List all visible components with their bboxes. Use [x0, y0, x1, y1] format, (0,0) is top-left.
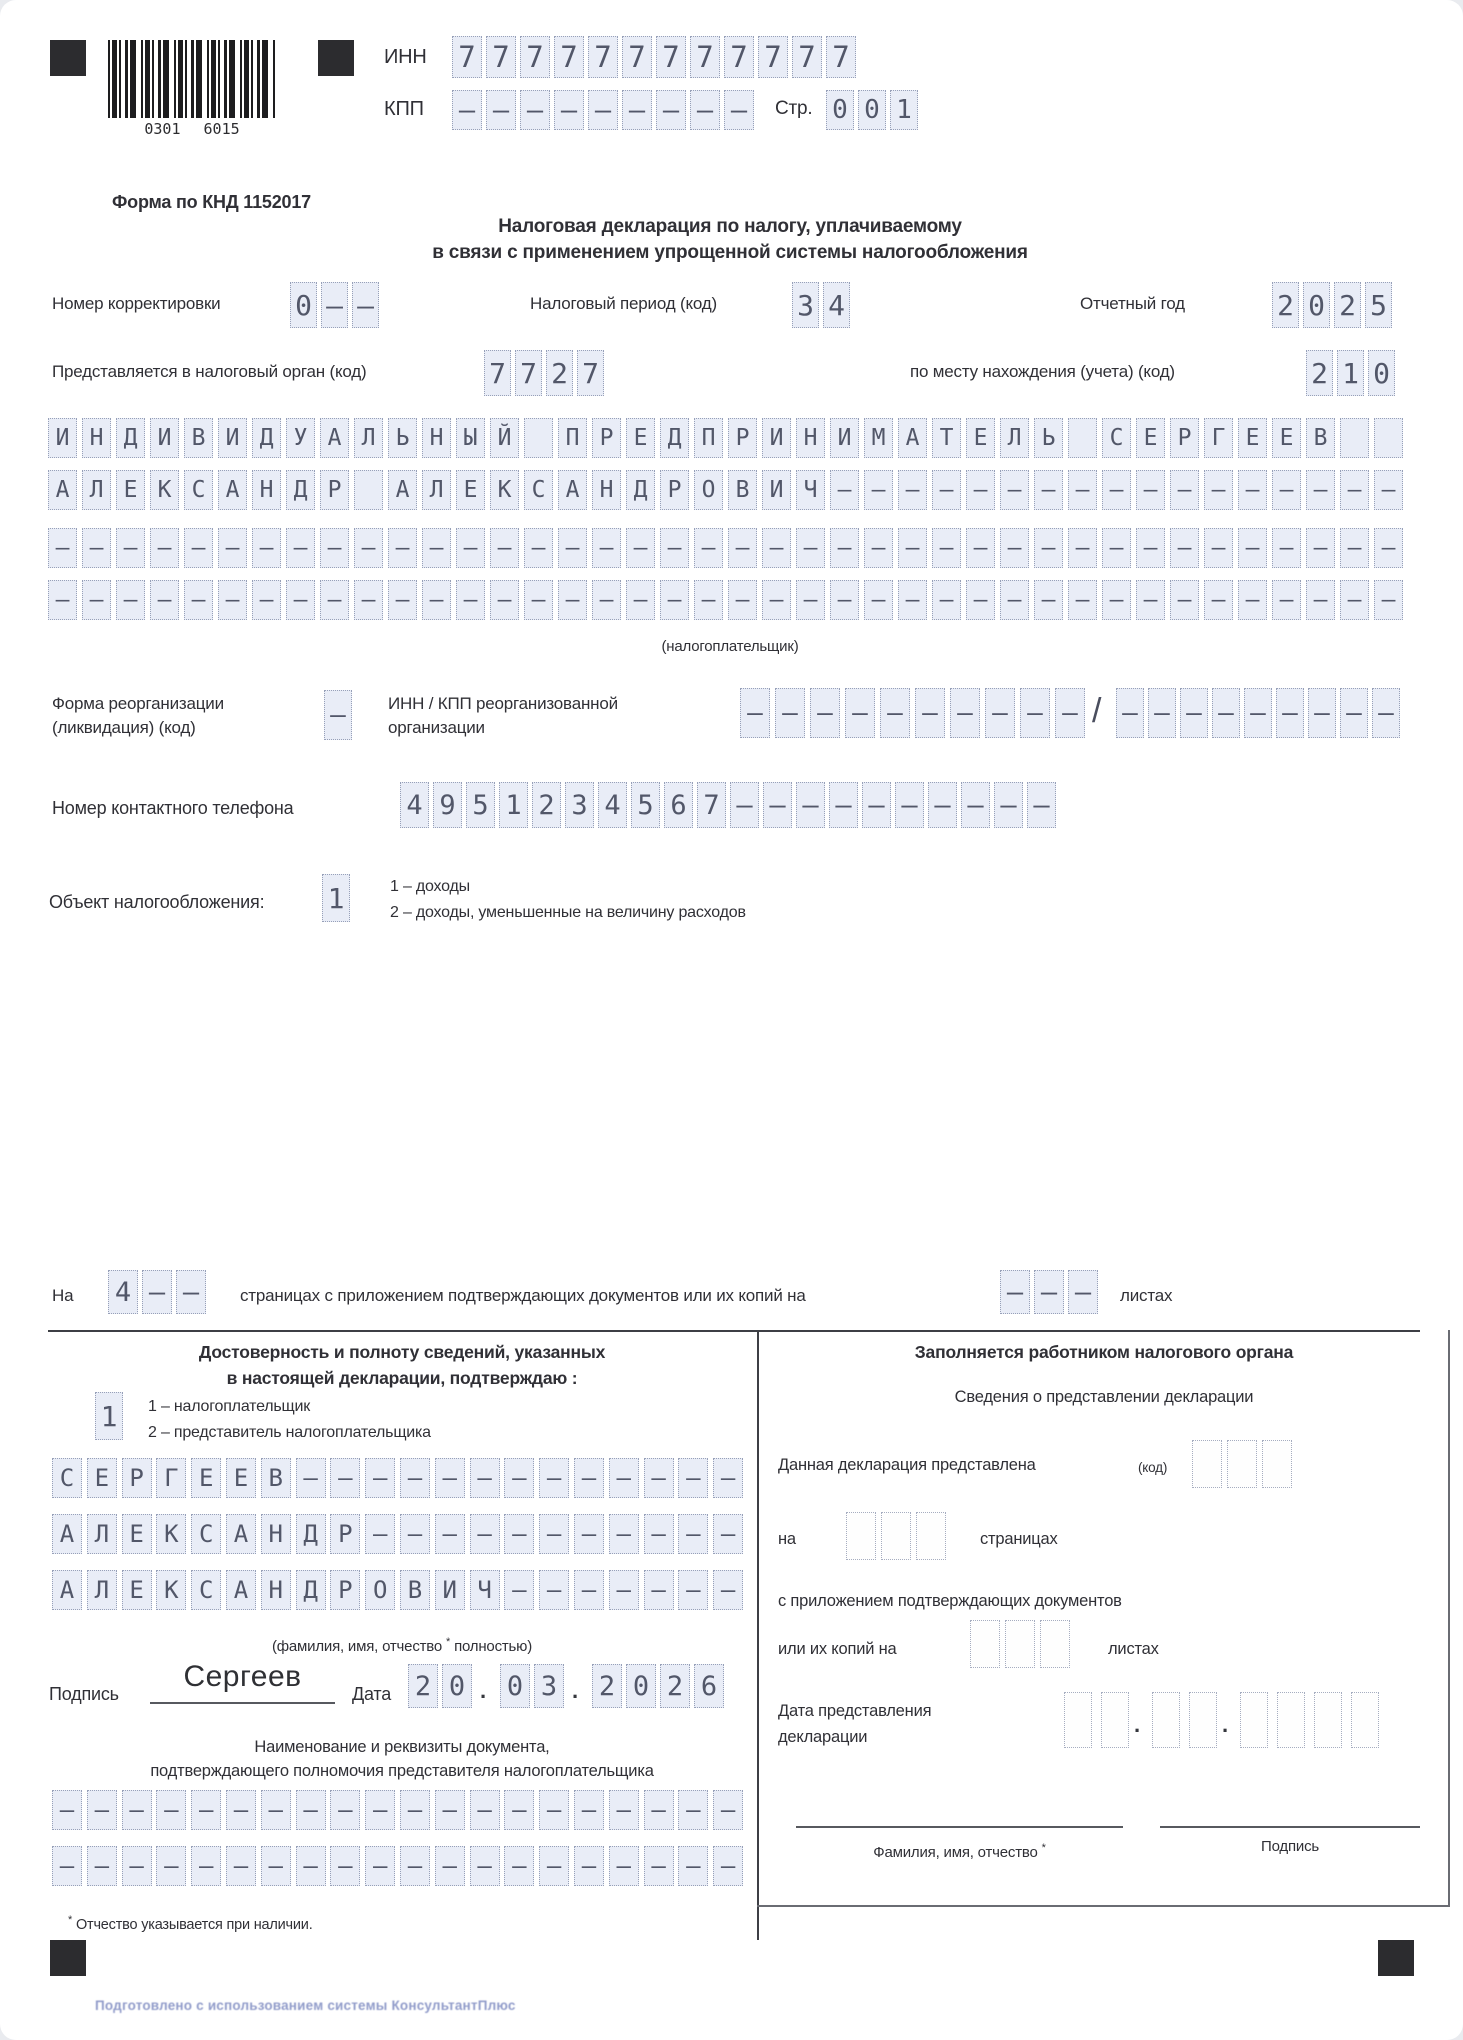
pages-count-field[interactable]: 4 – –	[108, 1270, 206, 1314]
phone-label: Номер контактного телефона	[52, 798, 294, 818]
date-separator-dot: .	[572, 1678, 579, 1703]
inspector-copies-label: или их копий на	[778, 1640, 897, 1658]
inspector-pages-label: страницах	[980, 1530, 1058, 1548]
doc-row-1[interactable]: – – – – – – – – – – – – – – – – – – – –	[52, 1790, 743, 1830]
doc-heading-line1: Наименование и реквизиты документа,	[254, 1738, 550, 1756]
authority-field[interactable]: 7 7 2 7	[484, 350, 604, 396]
kpp-field[interactable]: – – – – – – – – –	[452, 90, 754, 130]
pages-prefix-label: На	[52, 1286, 74, 1305]
inspector-date-label-line2: декларации	[778, 1728, 868, 1746]
confirm-heading-line1: Достоверность и полноту сведений, указанных	[198, 1342, 606, 1362]
inspector-on-label: на	[778, 1530, 796, 1548]
correction-label: Номер корректировки	[52, 294, 221, 313]
fio-caption-pre: (фамилия, имя, отчество	[271, 1638, 443, 1655]
date-label: Дата	[352, 1684, 392, 1704]
barcode-digits: 0301 6015	[144, 120, 240, 138]
section-divider-vertical	[757, 1330, 759, 1940]
pages-middle-label: страницах с приложением подтверждающих документов или их копий на	[240, 1286, 806, 1305]
date-separator-dot: .	[480, 1678, 487, 1703]
signature-value[interactable]: Сергеев	[183, 1660, 302, 1693]
sign-date-day-field[interactable]: 2 0	[408, 1664, 472, 1708]
reorg-kpp-field[interactable]: – – – – – – – – –	[1116, 688, 1400, 738]
anchor-square-top-mid	[318, 40, 354, 76]
inspector-heading: Заполняется работником налогового органа	[914, 1342, 1294, 1362]
taxpayer-name-row-1[interactable]: И Н Д И В И Д У А Л Ь Н Ы Й П Р Е Д П Р И Н И М А Т Е Л Ь С Е Р Г Е Е В	[48, 418, 1403, 458]
anchor-square-top-left	[50, 40, 86, 76]
object-label: Объект налогообложения:	[49, 892, 265, 912]
inspector-date-label-line1: Дата представления	[778, 1702, 932, 1720]
sign-date-year-field[interactable]: 2 0 2 6	[592, 1664, 724, 1708]
doc-row-2[interactable]: – – – – – – – – – – – – – – – – – – – –	[52, 1846, 743, 1886]
date-separator-dot: .	[1134, 1712, 1141, 1737]
barcode	[108, 40, 276, 118]
footnote-star-icon: *	[68, 1914, 73, 1926]
innkpp-slash: /	[1092, 692, 1102, 730]
confirm-fio-row-3[interactable]: А Л Е К С А Н Д Р О В И Ч – – – – – – –	[52, 1570, 743, 1610]
inspector-date-month-field[interactable]	[1152, 1692, 1217, 1748]
authority-label: Представляется в налоговый орган (код)	[52, 362, 367, 381]
location-label: по месту нахождения (учета) (код)	[910, 362, 1175, 381]
correction-field[interactable]: 0 – –	[290, 282, 379, 328]
inspector-pages-field[interactable]	[846, 1512, 946, 1560]
sign-date-month-field[interactable]: 0 3	[500, 1664, 564, 1708]
page-number-field[interactable]: 0 0 1	[826, 90, 918, 130]
object-field[interactable]: 1	[322, 874, 350, 922]
year-label: Отчетный год	[1080, 294, 1185, 313]
confirm-option-1: 1 – налогоплательщик	[148, 1398, 311, 1415]
location-field[interactable]: 2 1 0	[1306, 350, 1395, 396]
confirm-fio-row-1[interactable]: С Е Р Г Е Е В – – – – – – – – – – – – –	[52, 1458, 743, 1498]
inspector-box-bottom-border	[757, 1905, 1450, 1907]
form-title-line2: в связи с применением упрощенной системы налогообложения	[432, 242, 1028, 263]
inspector-fio-label	[796, 1842, 1123, 1861]
inspector-signature-label: Подпись	[1261, 1838, 1319, 1855]
phone-field[interactable]: 4 9 5 1 2 3 4 5 6 7 – – – – – – – – – –	[400, 782, 1056, 828]
kpp-label: КПП	[384, 98, 424, 120]
inspector-box-right-border	[1448, 1330, 1450, 1907]
doc-heading-line2: подтверждающего полномочия представителя налогоплательщика	[150, 1762, 654, 1780]
pages-suffix-label: листах	[1120, 1286, 1173, 1305]
confirm-fio-row-2[interactable]: А Л Е К С А Н Д Р – – – – – – – – – – –	[52, 1514, 743, 1554]
fio-caption-star-icon: *	[446, 1636, 451, 1648]
year-field[interactable]: 2 0 2 5	[1272, 282, 1392, 328]
signature-line[interactable]	[150, 1702, 335, 1704]
date-separator-dot: .	[1222, 1712, 1229, 1737]
reorg-innkpp-label-line2: организации	[388, 718, 485, 737]
object-option-1: 1 – доходы	[390, 878, 470, 895]
section-divider-horizontal	[48, 1330, 1420, 1332]
inspector-signature-line[interactable]	[1160, 1826, 1420, 1828]
submitted-label: Данная декларация представлена	[778, 1456, 1036, 1474]
page-number-label: Стр.	[775, 98, 813, 119]
reorg-innkpp-label-line1: ИНН / КПП реорганизованной	[388, 694, 618, 713]
taxpayer-name-row-3[interactable]: – – – – – – – – – – – – – – – – – – – – – – – – – – – – – – – – – – – – – – – –	[48, 528, 1403, 568]
inn-field[interactable]: 7 7 7 7 7 7 7 7 7 7 7 7	[452, 36, 856, 78]
signature-label: Подпись	[49, 1684, 119, 1704]
confirm-option-2: 2 – представитель налогоплательщика	[148, 1424, 431, 1441]
reorg-inn-field[interactable]: – – – – – – – – – –	[740, 688, 1085, 738]
footnote	[68, 1914, 313, 1933]
period-field[interactable]: 3 4	[792, 282, 850, 328]
object-option-2: 2 – доходы, уменьшенные на величину расходов	[390, 904, 746, 921]
footer-note: Подготовлено с использованием системы КонсультантПлюс	[95, 1998, 516, 2013]
inspector-fio-line[interactable]	[796, 1826, 1123, 1828]
fio-caption-post: полностью)	[454, 1638, 533, 1655]
taxpayer-caption: (налогоплательщик)	[661, 638, 799, 655]
inspector-sheets-label: листах	[1108, 1640, 1159, 1658]
anchor-square-bottom-left	[50, 1940, 86, 1976]
period-label: Налоговый период (код)	[530, 294, 717, 313]
taxpayer-name-row-2[interactable]: А Л Е К С А Н Д Р А Л Е К С А Н Д Р О В И Ч – – – – – – – – – – – – – – – – –	[48, 470, 1403, 510]
form-title-line1: Налоговая декларация по налогу, уплачиваемому	[498, 216, 962, 237]
submitted-code-label: (код)	[1138, 1460, 1168, 1475]
inspector-fio-star-icon: *	[1041, 1842, 1046, 1854]
taxpayer-name-row-4[interactable]: – – – – – – – – – – – – – – – – – – – – – – – – – – – – – – – – – – – – – – – –	[48, 580, 1403, 620]
inn-label: ИНН	[384, 46, 427, 68]
reorg-label-line2: (ликвидация) (код)	[52, 718, 196, 737]
footnote-text: Отчество указывается при наличии.	[75, 1916, 313, 1933]
inspector-docs-label: с приложением подтверждающих документов	[778, 1592, 1122, 1610]
submitted-code-field[interactable]	[1192, 1440, 1292, 1488]
reorg-label-line1: Форма реорганизации	[52, 694, 224, 713]
inspector-sheets-field[interactable]	[970, 1620, 1070, 1668]
inspector-fio-label-text: Фамилия, имя, отчество	[873, 1844, 1038, 1861]
inspector-date-year-field[interactable]	[1240, 1692, 1379, 1748]
inspector-date-day-field[interactable]	[1064, 1692, 1129, 1748]
fio-caption	[52, 1636, 752, 1655]
sheets-count-field[interactable]: – – –	[1000, 1270, 1098, 1314]
inspector-subheading: Сведения о представлении декларации	[954, 1388, 1254, 1406]
confirm-code-field[interactable]: 1	[95, 1392, 123, 1440]
form-knd-label: Форма по КНД 1152017	[112, 192, 311, 212]
confirm-heading-line2: в настоящей декларации, подтверждаю :	[226, 1368, 578, 1388]
anchor-square-bottom-right	[1378, 1940, 1414, 1976]
reorg-code-field[interactable]: –	[324, 690, 352, 740]
